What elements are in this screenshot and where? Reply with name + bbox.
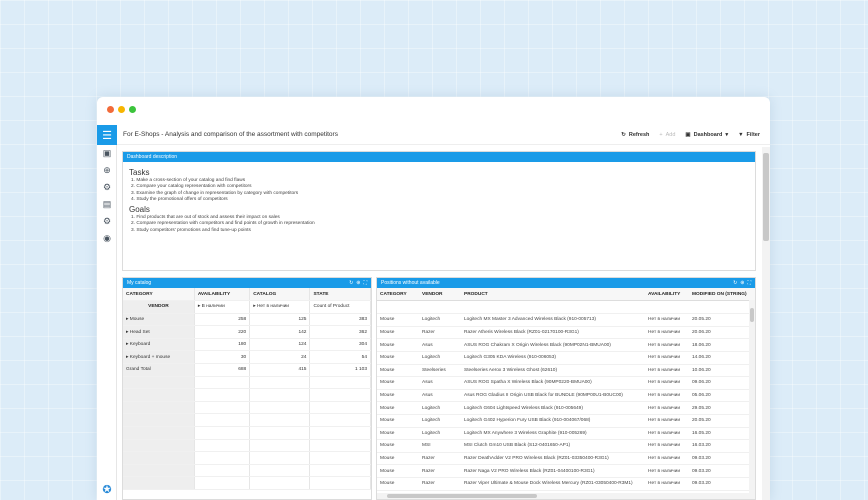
table-row[interactable]: Mouse MSI MSI Clutch Gm10 USB Black (S12-0401650-AP1) Нет в наличии 16.03.20 <box>377 440 755 453</box>
filter-button[interactable]: ▼ Filter <box>738 131 760 138</box>
expand-in-stock[interactable]: ▸ В наличии <box>194 301 249 314</box>
page-title: For E-Shops - Analysis and comparison of the assortment with competitors <box>123 131 338 138</box>
expand-icon[interactable]: ⛶ <box>747 280 751 286</box>
table-row[interactable]: Mouse Logitech Logitech MX Master 3 Advanced Wireless Black (910-005713) Нет в наличии 20.05.20 <box>377 314 755 327</box>
positions-panel <box>376 277 756 500</box>
task-item: 3. Examine the graph of change in representation by category with competitors <box>131 190 299 196</box>
refresh-icon[interactable]: ↻ <box>349 280 354 286</box>
positions-table-body <box>377 314 755 491</box>
task-item: 1. Make a cross-section of your catalog and find flaws <box>131 178 246 183</box>
book-icon[interactable]: ▤ <box>102 199 112 209</box>
app-window <box>97 97 770 500</box>
refresh-icon: ↻ <box>621 131 626 138</box>
gear-icon[interactable]: ⚙ <box>102 216 112 226</box>
table-row[interactable]: Mouse Asus Asus ROG Gladius II Origin USB Black for BUNDLE (90MP00U1-B0UC00) Нет в наличии 05.06.20 <box>377 389 755 402</box>
table-row[interactable]: ▸ Head Set 220 142 362 <box>123 326 371 339</box>
table-row[interactable]: ▸ Keyboard 180 124 304 <box>123 338 371 351</box>
chart-icon[interactable]: ⊕ <box>356 280 361 286</box>
goal-item: 2. Compare representation with competitors and find points of growth in representation <box>131 221 315 227</box>
expand-icon[interactable]: ⛶ <box>363 280 367 286</box>
panel-header: My catalog ↻ ⊕ ⛶ <box>123 278 371 288</box>
catalog-panel <box>122 277 372 500</box>
table-row[interactable]: Mouse Razer Razer DeathAdder V2 PRO Wireless Black (RZ01-03350400-R3G1) Нет в наличии 09.03.20 <box>377 452 755 465</box>
table-scrollbar[interactable] <box>749 300 755 493</box>
refresh-icon[interactable]: ↻ <box>733 280 738 286</box>
tasks-heading: Tasks <box>129 168 150 177</box>
table-row[interactable]: Mouse Asus ASUS ROG Spatha X Wireless Black (90MP0220-BMUA00) Нет в наличии 09.06.20 <box>377 377 755 390</box>
main-scrollbar[interactable] <box>762 147 770 500</box>
chart-icon[interactable]: ⊕ <box>103 165 111 175</box>
table-row[interactable]: Mouse Razer Razer Viper Ultimate & Mouse Dock Wireless Mercury (RZ01-03050400-R3M1) Нет в наличии 09.03.20 <box>377 477 755 490</box>
monitor-icon: ▣ <box>685 131 691 138</box>
table-row[interactable]: Mouse Logitech Logitech G305 KDA Wireless (910-006053) Нет в наличии 14.06.20 <box>377 351 755 364</box>
positions-table: CATEGORY VENDOR PRODUCT AVAILABILITY MODIFIED ON (STRING) <box>377 288 755 314</box>
close-window-dot[interactable] <box>107 106 114 113</box>
table-row[interactable]: Mouse Logitech Logitech MX Anywhere 3 Wireless Graphite (910-005269) Нет в наличии 16.05.20 <box>377 427 755 440</box>
filter-icon: ▼ <box>738 131 744 138</box>
task-item: 2. Compare your catalog representation with competitors <box>131 184 252 190</box>
dashboard-content <box>119 147 760 500</box>
table-row[interactable]: Mouse Asus ASUS ROG Chakram X Origin Wireless Black (90MP02N1-BMUA00) Нет в наличии 18.06.20 <box>377 339 755 352</box>
add-button[interactable]: + Add <box>659 131 676 138</box>
vendor-header: VENDOR <box>123 301 194 314</box>
table-row[interactable]: Mouse Steelseries Steelseries Aerox 3 Wireless Ghost (62610) Нет в наличии 10.06.20 <box>377 364 755 377</box>
minimize-window-dot[interactable] <box>118 106 125 113</box>
maximize-window-dot[interactable] <box>129 106 136 113</box>
goals-heading: Goals <box>129 205 150 215</box>
table-row[interactable]: Mouse Razer Razer Atheris Wireless Black (RZ01-02170100-R3G1) Нет в наличии 20.06.20 <box>377 326 755 339</box>
table-row[interactable]: Mouse Razer Razer Naga V2 PRO Wireless Black (RZ01-04400100-R3G1) Нет в наличии 09.03.20 <box>377 465 755 478</box>
goal-item: 1. Find products that are out of stock and assess their impact on sales <box>131 215 280 221</box>
table-row[interactable]: Mouse Logitech Logitech G402 Hyperion Fury USB Black (910-004067/068) Нет в наличии 20.05.20 <box>377 414 755 427</box>
bug-icon[interactable]: ✪ <box>102 484 112 496</box>
menu-icon[interactable]: ☰ <box>97 125 117 145</box>
plus-icon: + <box>659 131 663 138</box>
panel-header: Dashboard description <box>123 152 755 162</box>
globe-icon[interactable]: ◉ <box>103 233 111 243</box>
chart-icon[interactable]: ⊕ <box>740 280 745 286</box>
description-panel <box>122 151 756 271</box>
table-row[interactable]: ▸ Mouse 258 125 383 <box>123 313 371 326</box>
dashboard-dropdown[interactable]: ▣ Dashboard ▾ <box>685 131 729 138</box>
grand-total-row: Grand Total 688 415 1 103 <box>123 364 371 377</box>
pivot-table: CATEGORY AVAILABILITY CATALOG STATE VENDOR ▸ В наличии ▸ Нет в наличии Count of Product ▸ Mouse 258 125 383 ▸ Head Set 220 142 362 ▸ Keyboard 180 124 304 ▸ Keyboard + mouse 30 24 54 Grand Total 688 415 1 103 <box>123 288 371 490</box>
presentation-icon[interactable]: ▣ <box>102 148 112 158</box>
sidebar <box>97 125 117 500</box>
refresh-button[interactable]: ↻ Refresh <box>621 131 650 138</box>
chevron-down-icon: ▾ <box>725 131 729 138</box>
horizontal-scrollbar[interactable] <box>377 493 755 499</box>
window-controls <box>107 106 136 113</box>
task-item: 4. Study the promotional offers of competitors <box>131 196 228 202</box>
settings-circle-icon[interactable]: ⚙ <box>102 182 112 192</box>
panel-header: Positions without available ↻ ⊕ ⛶ <box>377 278 755 288</box>
goal-item: 3. Study competitors' promotions and find tune-up points <box>131 227 251 233</box>
table-row[interactable]: ▸ Keyboard + mouse 30 24 54 <box>123 351 371 364</box>
top-toolbar <box>117 125 770 145</box>
expand-out-of-stock[interactable]: ▸ Нет в наличии <box>250 301 310 314</box>
table-row[interactable]: Mouse Logitech Logitech G604 Lightspeed Wireless Black (910-005649) Нет в наличии 29.05.20 <box>377 402 755 415</box>
